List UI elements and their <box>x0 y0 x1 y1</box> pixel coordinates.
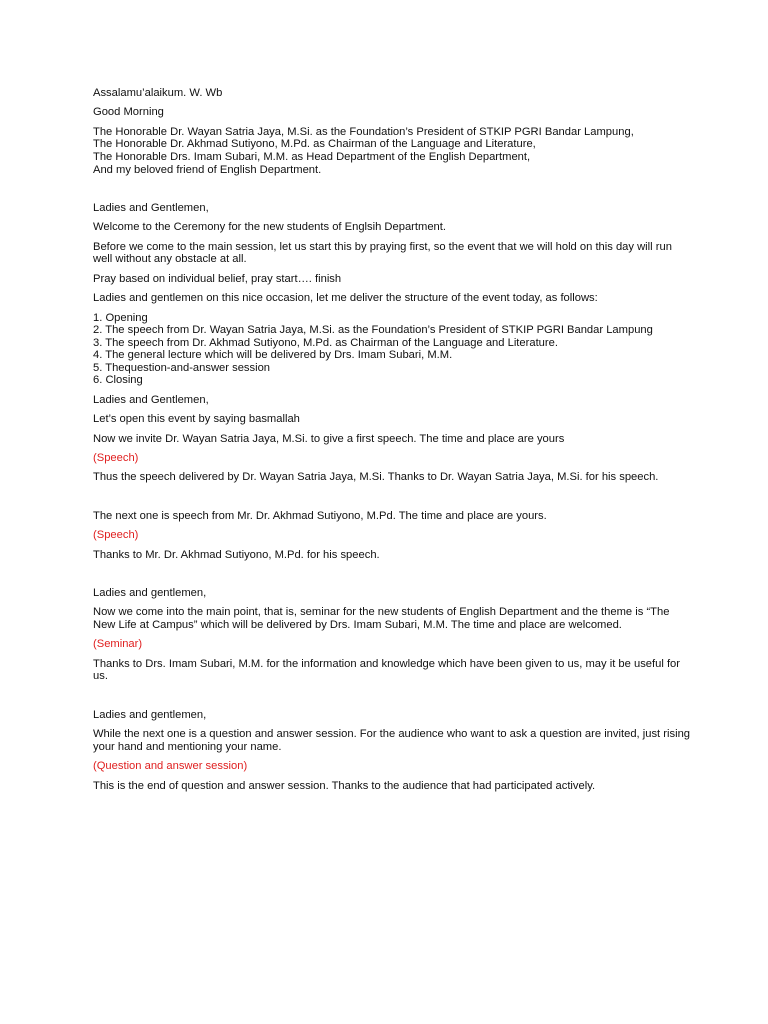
spacer <box>93 568 693 587</box>
agenda-item: 3. The speech from Dr. Akhmad Sutiyono, M.Pd. as Chairman of the Language and Literature. <box>93 336 558 349</box>
cue-speech: (Speech) <box>93 529 139 542</box>
address-ladies: Ladies and gentlemen, <box>93 708 207 721</box>
prayer-instruction: Pray based on individual belief, pray start…. finish <box>93 272 342 285</box>
document-body <box>93 87 693 799</box>
honorables-block <box>93 126 693 176</box>
thanks-second-speech: Thanks to Mr. Dr. Akhmad Sutiyono, M.Pd. for his speech. <box>93 548 380 561</box>
address-ladies: Ladies and gentlemen, <box>93 586 207 599</box>
cue-speech: (Speech) <box>93 452 139 465</box>
agenda-item: 4. The general lecture which will be delivered by Drs. Imam Subari, M.M. <box>93 349 453 362</box>
next-speech: The next one is speech from Mr. Dr. Akhmad Sutiyono, M.Pd. The time and place are yours. <box>93 509 547 522</box>
cue-question-answer: (Question and answer session) <box>93 760 248 773</box>
welcome-paragraph: Welcome to the Ceremony for the new students of Englsih Department. <box>93 221 446 234</box>
honorable-line: And my beloved friend of English Department. <box>93 163 322 176</box>
spacer <box>93 491 693 510</box>
main-point: Now we come into the main point, that is, seminar for the new students of English Department and the theme is “The New Life at Campus” which will be delivered by Drs. Imam Subari, M.M. The time and place are welcomed. <box>93 606 670 631</box>
spacer <box>93 183 693 202</box>
qa-intro: While the next one is a question and answer session. For the audience who want to ask a question are invited, just rising your hand and mentioning your name. <box>93 728 691 753</box>
agenda-item: 5. Thequestion-and-answer session <box>93 361 271 374</box>
honorable-line: The Honorable Drs. Imam Subari, M.M. as Head Department of the English Department, <box>93 150 531 163</box>
thanks-seminar: Thanks to Drs. Imam Subari, M.M. for the information and knowledge which have been given to us, may it be useful for us. <box>93 657 681 683</box>
qa-end: This is the end of question and answer session. Thanks to the audience that had participated actively. <box>93 779 596 792</box>
agenda-item: 6. Closing <box>93 374 143 387</box>
address-ladies: Ladies and Gentlemen, <box>93 201 209 214</box>
address-ladies: Ladies and Gentlemen, <box>93 393 209 406</box>
honorable-line: The Honorable Dr. Akhmad Sutiyono, M.Pd. as Chairman of the Language and Literature, <box>93 138 536 151</box>
greeting: Assalamu’alaikum. W. Wb <box>93 87 223 99</box>
agenda-list <box>93 312 693 388</box>
invite-first-speech: Now we invite Dr. Wayan Satria Jaya, M.Si. to give a first speech. The time and place are yours <box>93 432 565 445</box>
thanks-first-speech: Thus the speech delivered by Dr. Wayan Satria Jaya, M.Si. Thanks to Dr. Wayan Satria Jaya, M.Si. for his speech. <box>93 471 659 484</box>
prayer-intro: Before we come to the main session, let us start this by praying first, so the event that we will hold on this day will run well without any obstacle at all. <box>93 240 672 266</box>
basmallah-line: Let’s open this event by saying basmallah <box>93 413 300 426</box>
agenda-item: 1. Opening <box>93 311 148 324</box>
structure-intro: Ladies and gentlemen on this nice occasion, let me deliver the structure of the event today, as follows: <box>93 292 598 305</box>
spacer <box>93 690 693 709</box>
cue-seminar: (Seminar) <box>93 638 143 651</box>
agenda-item: 2. The speech from Dr. Wayan Satria Jaya, M.Si. as the Foundation’s President of STKIP PGRI Bandar Lampung <box>93 324 653 337</box>
honorable-line: The Honorable Dr. Wayan Satria Jaya, M.Si. as the Foundation’s President of STKIP PGRI Bandar Lampung, <box>93 125 634 138</box>
good-morning: Good Morning <box>93 106 164 119</box>
